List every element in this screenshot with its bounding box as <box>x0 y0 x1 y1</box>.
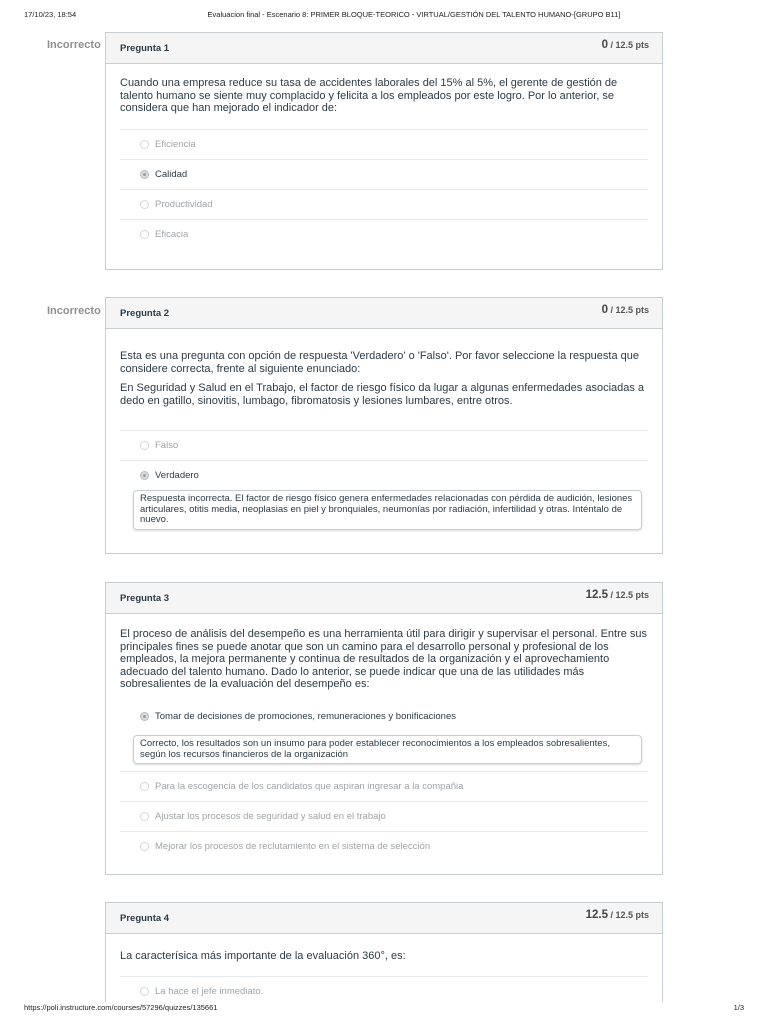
question-header <box>106 298 662 329</box>
question-status: Incorrecto <box>47 305 101 317</box>
answer-list <box>120 430 648 490</box>
question-score: 0 <box>601 39 608 51</box>
print-title: Evaluacion final - Escenario 8: PRIMER BLOQUE-TEORICO - VIRTUAL/GESTIÓN DEL TALENTO HUMANO-[GRUPO B11] <box>207 10 621 19</box>
radio-icon[interactable] <box>140 812 149 821</box>
answer-option[interactable] <box>120 831 648 861</box>
radio-icon[interactable] <box>140 842 149 851</box>
answer-label: Mejorar los procesos de reclutamiento en el sistema de selección <box>155 841 431 852</box>
question-points <box>602 304 649 316</box>
print-header <box>24 10 744 24</box>
answer-feedback: Correcto, los resultados son un insumo para poder establecer reconocimientos a los empleados sobresalientes, según los recursos financieros de la organización <box>133 735 642 764</box>
answer-list <box>120 771 648 861</box>
question-status: Incorrecto <box>47 39 101 51</box>
question-header <box>106 903 662 934</box>
radio-icon[interactable] <box>140 987 149 996</box>
answer-label: Verdadero <box>155 470 199 481</box>
question-score: 12.5 <box>585 589 608 601</box>
radio-icon[interactable] <box>140 230 149 239</box>
answer-option[interactable] <box>120 219 648 249</box>
answer-label: Eficacia <box>155 229 189 240</box>
page-number: 1/3 <box>733 1003 744 1012</box>
answer-label: Eficiencia <box>155 139 196 150</box>
answer-option[interactable] <box>120 129 648 159</box>
answer-label: Tomar de decisiones de promociones, remuneraciones y bonificaciones <box>155 711 456 722</box>
question-points <box>602 39 649 51</box>
answer-feedback: Respuesta incorrecta. El factor de riesgo físico genera enfermedades relacionadas con pérdida de audición, lesiones articulares, otitis media, neoplasias en piel y bronquiales, neumonías por radiación, infertilidad y otras. Inténtalo de nuevo. <box>133 490 642 530</box>
question-total: / 12.5 pts <box>607 590 649 600</box>
answer-option[interactable] <box>120 189 648 219</box>
radio-selected-icon[interactable] <box>140 712 149 721</box>
answer-option[interactable] <box>120 771 648 801</box>
answer-label: Falso <box>155 440 179 451</box>
question-points <box>586 589 649 601</box>
question-4 <box>105 902 663 1002</box>
question-score: 0 <box>601 304 608 316</box>
print-footer <box>24 1003 744 1017</box>
question-title: Pregunta 3 <box>120 593 170 604</box>
question-total: / 12.5 pts <box>607 305 649 315</box>
question-text <box>106 350 662 430</box>
question-2 <box>105 297 663 554</box>
answer-option[interactable] <box>120 460 648 490</box>
answer-label: Para la escogencia de los candidatos que aspiran ingresar a la compañia <box>155 781 464 792</box>
answer-label: Productividad <box>155 199 213 210</box>
radio-icon[interactable] <box>140 782 149 791</box>
answer-option[interactable] <box>120 801 648 831</box>
question-title: Pregunta 4 <box>120 913 170 924</box>
print-date: 17/10/23, 18:54 <box>24 10 77 19</box>
radio-icon[interactable] <box>140 140 149 149</box>
question-header <box>106 33 662 64</box>
question-text <box>106 628 662 702</box>
answer-option[interactable] <box>120 976 648 1002</box>
answer-option[interactable] <box>120 702 648 731</box>
question-text <box>106 77 662 129</box>
answer-option[interactable] <box>120 430 648 460</box>
print-url: https://poli.instructure.com/courses/57296/quizzes/135661 <box>24 1003 218 1012</box>
question-total: / 12.5 pts <box>607 910 649 920</box>
answer-option[interactable] <box>120 159 648 189</box>
question-title: Pregunta 2 <box>120 308 170 319</box>
answer-label: La hace el jefe inmediato. <box>155 986 264 997</box>
answer-list <box>120 702 648 731</box>
question-paragraph: La caracterísica más importante de la evaluación 360°, es: <box>120 950 406 962</box>
answer-list <box>120 129 648 249</box>
question-paragraph: Cuando una empresa reduce su tasa de accidentes laborales del 15% al 5%, el gerente de gestión de talento humano se siente muy complacido y felicita a los empleados por este logro. Por lo anterior, se considera que han mejorado el indicador de: <box>120 77 618 114</box>
answer-label: Calidad <box>155 169 188 180</box>
radio-selected-icon[interactable] <box>140 170 149 179</box>
question-header <box>106 583 662 614</box>
question-paragraph: El proceso de análisis del desempeño es una herramienta útil para dirigir y supervisar el personal. Entre sus principales fines se puede anotar que son un camino para el desarrollo personal y profesional de los empleados, la mejora permanente y continua de resultados de la organización y el aprovechamiento adecuado del talento humano. Dado lo anterior, se puede indicar que una de las utilidades más sobresalientes de la evaluación del desempeño es: <box>120 628 648 690</box>
question-paragraph: En Seguridad y Salud en el Trabajo, el factor de riesgo físico da lugar a algunas enfermedades asociadas a dedo en gatillo, sinovitis, lumbago, fibromatosis y lesiones lumbares, entre otros. <box>120 382 645 407</box>
radio-icon[interactable] <box>140 200 149 209</box>
answer-list <box>120 976 648 1002</box>
answer-label: Ajustar los procesos de seguridad y salud en el trabajo <box>155 811 386 822</box>
question-text <box>106 950 662 976</box>
question-3 <box>105 582 663 875</box>
question-1 <box>105 32 663 270</box>
question-paragraph: Esta es una pregunta con opción de respuesta 'Verdadero' o 'Falso'. Por favor seleccione la respuesta que considere correcta, frente al siguiente enunciado: <box>120 350 640 375</box>
question-total: / 12.5 pts <box>607 40 649 50</box>
question-title: Pregunta 1 <box>120 43 170 54</box>
question-score: 12.5 <box>585 909 608 921</box>
radio-selected-icon[interactable] <box>140 471 149 480</box>
radio-icon[interactable] <box>140 441 149 450</box>
question-points <box>586 909 649 921</box>
